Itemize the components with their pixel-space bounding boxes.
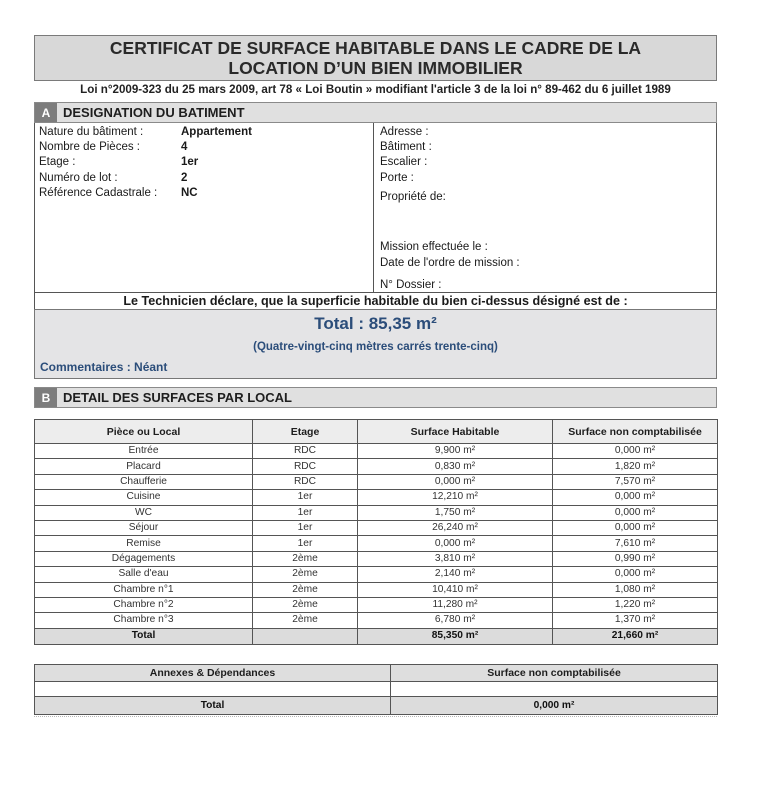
cell-etage: 2ème bbox=[253, 613, 358, 628]
field-label: Nombre de Pièces : bbox=[39, 141, 140, 154]
technician-declaration: Le Technicien déclare, que la superficie habitable du bien ci-dessus désigné est de : bbox=[34, 292, 717, 310]
annexes-table bbox=[34, 664, 718, 715]
cell-piece: Placard bbox=[35, 459, 253, 474]
annexes-header-row bbox=[35, 665, 718, 682]
table-row bbox=[35, 520, 718, 535]
field-dossier: N° Dossier : bbox=[380, 279, 442, 291]
field-value: Appartement bbox=[181, 126, 252, 138]
cell-etage: RDC bbox=[253, 459, 358, 474]
cell-piece: WC bbox=[35, 505, 253, 520]
title-line-1: CERTIFICAT DE SURFACE HABITABLE DANS LE CADRE DE LA bbox=[109, 38, 642, 58]
cell-habitable: 0,000 m² bbox=[358, 474, 553, 489]
cell-etage: 2ème bbox=[253, 582, 358, 597]
total-etage bbox=[253, 628, 358, 644]
building-fields-left bbox=[39, 125, 369, 205]
field-label: Nature du bâtiment : bbox=[39, 126, 144, 138]
annexes-row bbox=[35, 682, 718, 697]
col-header-annexes: Annexes & Dépendances bbox=[35, 665, 391, 682]
total-surface: Total : 85,35 m² bbox=[314, 314, 437, 333]
table-row bbox=[35, 459, 718, 474]
field-mission: Mission effectuée le : bbox=[380, 241, 488, 253]
cell-etage: RDC bbox=[253, 444, 358, 459]
cell-piece: Dégagements bbox=[35, 551, 253, 566]
annexes-total-label: Total bbox=[35, 697, 391, 715]
cell-habitable: 12,210 m² bbox=[358, 490, 553, 505]
cell-piece: Chambre n°3 bbox=[35, 613, 253, 628]
cell-piece: Entrée bbox=[35, 444, 253, 459]
total-surface-words: (Quatre-vingt-cinq mètres carrés trente-cinq) bbox=[253, 341, 498, 353]
cell-non-comptabilisee: 0,000 m² bbox=[553, 567, 718, 582]
building-fields-right bbox=[380, 125, 710, 293]
cell-etage: 2ème bbox=[253, 597, 358, 612]
field-porte: Porte : bbox=[380, 171, 414, 184]
field-escalier: Escalier : bbox=[380, 156, 428, 169]
surfaces-table bbox=[34, 419, 718, 645]
cell-non-comptabilisee: 7,570 m² bbox=[553, 474, 718, 489]
cell-non-comptabilisee: 1,370 m² bbox=[553, 613, 718, 628]
total-habitable: 85,350 m² bbox=[358, 628, 553, 644]
col-header-piece: Pièce ou Local bbox=[35, 420, 253, 444]
cell-non-comptabilisee: 1,820 m² bbox=[553, 459, 718, 474]
total-surface-box bbox=[34, 309, 717, 379]
table-row bbox=[35, 474, 718, 489]
cell-habitable: 6,780 m² bbox=[358, 613, 553, 628]
truncated-footer-line bbox=[34, 716, 717, 718]
section-b-title: DETAIL DES SURFACES PAR LOCAL bbox=[63, 390, 292, 405]
cell-habitable: 1,750 m² bbox=[358, 505, 553, 520]
annexes-total-value: 0,000 m² bbox=[391, 697, 718, 715]
cell-non-comptabilisee: 1,080 m² bbox=[553, 582, 718, 597]
cell-non-comptabilisee: 0,000 m² bbox=[553, 444, 718, 459]
field-label: Numéro de lot : bbox=[39, 171, 118, 184]
total-non-comptabilisee: 21,660 m² bbox=[553, 628, 718, 644]
cell-habitable: 10,410 m² bbox=[358, 582, 553, 597]
cell-non-comptabilisee: 1,220 m² bbox=[553, 597, 718, 612]
field-value: 4 bbox=[181, 141, 188, 154]
cell-habitable: 9,900 m² bbox=[358, 444, 553, 459]
cell-etage: 1er bbox=[253, 490, 358, 505]
col-header-annexes-surface: Surface non comptabilisée bbox=[391, 665, 718, 682]
cell-habitable: 3,810 m² bbox=[358, 551, 553, 566]
cell-etage: 1er bbox=[253, 505, 358, 520]
cell-habitable: 0,000 m² bbox=[358, 536, 553, 551]
cell-etage: 2ème bbox=[253, 567, 358, 582]
document-title bbox=[34, 35, 717, 81]
table-total-row bbox=[35, 628, 718, 644]
cell-etage: 2ème bbox=[253, 551, 358, 566]
col-header-etage: Etage bbox=[253, 420, 358, 444]
table-row bbox=[35, 444, 718, 459]
cell-habitable: 0,830 m² bbox=[358, 459, 553, 474]
table-row bbox=[35, 597, 718, 612]
field-label: Etage : bbox=[39, 156, 76, 169]
table-header-row bbox=[35, 420, 718, 444]
field-date-ordre: Date de l'ordre de mission : bbox=[380, 257, 520, 269]
table-row bbox=[35, 505, 718, 520]
table-row bbox=[35, 613, 718, 628]
table-row bbox=[35, 536, 718, 551]
cell-non-comptabilisee: 0,000 m² bbox=[553, 520, 718, 535]
cell-habitable: 11,280 m² bbox=[358, 597, 553, 612]
cell-habitable: 2,140 m² bbox=[358, 567, 553, 582]
cell-etage: 1er bbox=[253, 536, 358, 551]
cell-non-comptabilisee: 7,610 m² bbox=[553, 536, 718, 551]
col-header-habitable: Surface Habitable bbox=[358, 420, 553, 444]
table-row bbox=[35, 567, 718, 582]
field-value: 2 bbox=[181, 171, 188, 184]
cell-piece: Chambre n°1 bbox=[35, 582, 253, 597]
field-adresse: Adresse : bbox=[380, 126, 429, 138]
cell-piece: Salle d'eau bbox=[35, 567, 253, 582]
cell-non-comptabilisee: 0,990 m² bbox=[553, 551, 718, 566]
cell-non-comptabilisee: 0,000 m² bbox=[553, 490, 718, 505]
cell-piece: Remise bbox=[35, 536, 253, 551]
cell-non-comptabilisee: 0,000 m² bbox=[553, 505, 718, 520]
field-value: 1er bbox=[181, 156, 199, 169]
table-row bbox=[35, 551, 718, 566]
annexes-cell-surface bbox=[391, 682, 718, 697]
field-propriete: Propriété de: bbox=[380, 191, 446, 203]
section-a-header bbox=[34, 102, 717, 123]
annexes-total-row bbox=[35, 697, 718, 715]
comments: Commentaires : Néant bbox=[40, 360, 168, 374]
total-label: Total bbox=[35, 628, 253, 644]
cell-etage: 1er bbox=[253, 520, 358, 535]
field-batiment: Bâtiment : bbox=[380, 141, 432, 154]
cell-piece: Cuisine bbox=[35, 490, 253, 505]
table-row bbox=[35, 582, 718, 597]
law-reference: Loi n°2009-323 du 25 mars 2009, art 78 « Loi Boutin » modifiant l'article 3 de la loi n° 89-462 du 6 juillet 1989 bbox=[80, 83, 671, 96]
table-row bbox=[35, 490, 718, 505]
section-a-title: DESIGNATION DU BATIMENT bbox=[63, 105, 245, 120]
title-line-2: LOCATION D’UN BIEN IMMOBILIER bbox=[228, 58, 523, 78]
cell-piece: Chambre n°2 bbox=[35, 597, 253, 612]
section-a-letter: A bbox=[35, 103, 57, 122]
cell-etage: RDC bbox=[253, 474, 358, 489]
section-b-header bbox=[34, 387, 717, 408]
info-divider bbox=[373, 123, 374, 293]
cell-habitable: 26,240 m² bbox=[358, 520, 553, 535]
field-label: Référence Cadastrale : bbox=[39, 186, 158, 199]
section-b-letter: B bbox=[35, 388, 57, 407]
cell-piece: Chaufferie bbox=[35, 474, 253, 489]
annexes-cell-name bbox=[35, 682, 391, 697]
field-value: NC bbox=[181, 186, 198, 199]
col-header-non-comptabilisee: Surface non comptabilisée bbox=[553, 420, 718, 444]
cell-piece: Séjour bbox=[35, 520, 253, 535]
